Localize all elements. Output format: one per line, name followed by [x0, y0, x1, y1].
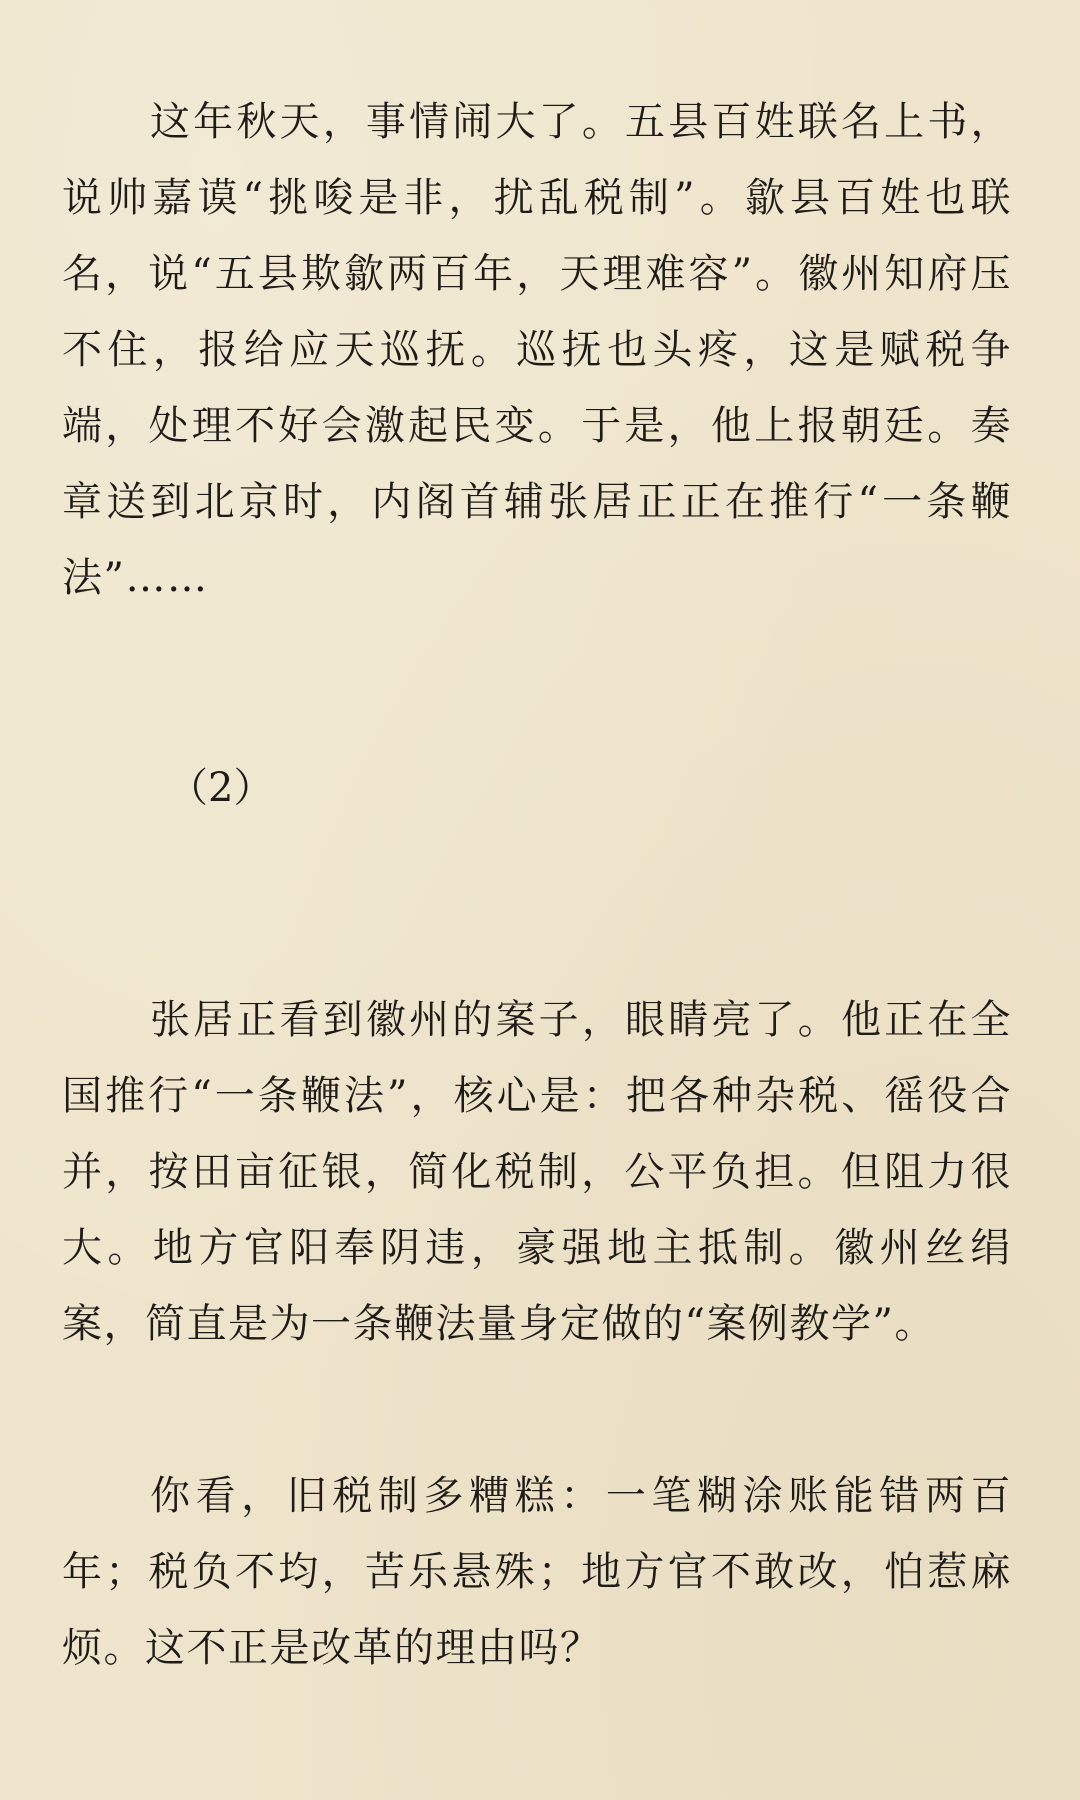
paragraph: 你看，旧税制多糟糕：一笔糊涂账能错两百年；税负不均，苦乐悬殊；地方官不敢改，怕惹麻烦。这不正是改革的理由吗？ [62, 1473, 1012, 1671]
paragraph: 张居正看到徽州的案子，眼睛亮了。他正在全国推行“一条鞭法”，核心是：把各种杂税、徭役合并，按田亩征银，简化税制，公平负担。但阻力很大。地方官阳奉阴违，豪强地主抵制。徽州丝绢案，简直是为一条鞭法量身定做的“案例教学”。 [62, 997, 1012, 1347]
section-number: （2） [168, 765, 274, 811]
paragraph: 这年秋天，事情闹大了。五县百姓联名上书，说帅嘉谟“挑唆是非，扰乱税制”。歙县百姓也联名，说“五县欺歙两百年，天理难容”。徽州知府压不住，报给应天巡抚。巡抚也头疼，这是赋税争端，处理不好会激起民变。于是，他上报朝廷。奏章送到北京时，内阁首辅张居正正在推行“一条鞭法”…… [62, 99, 1012, 601]
